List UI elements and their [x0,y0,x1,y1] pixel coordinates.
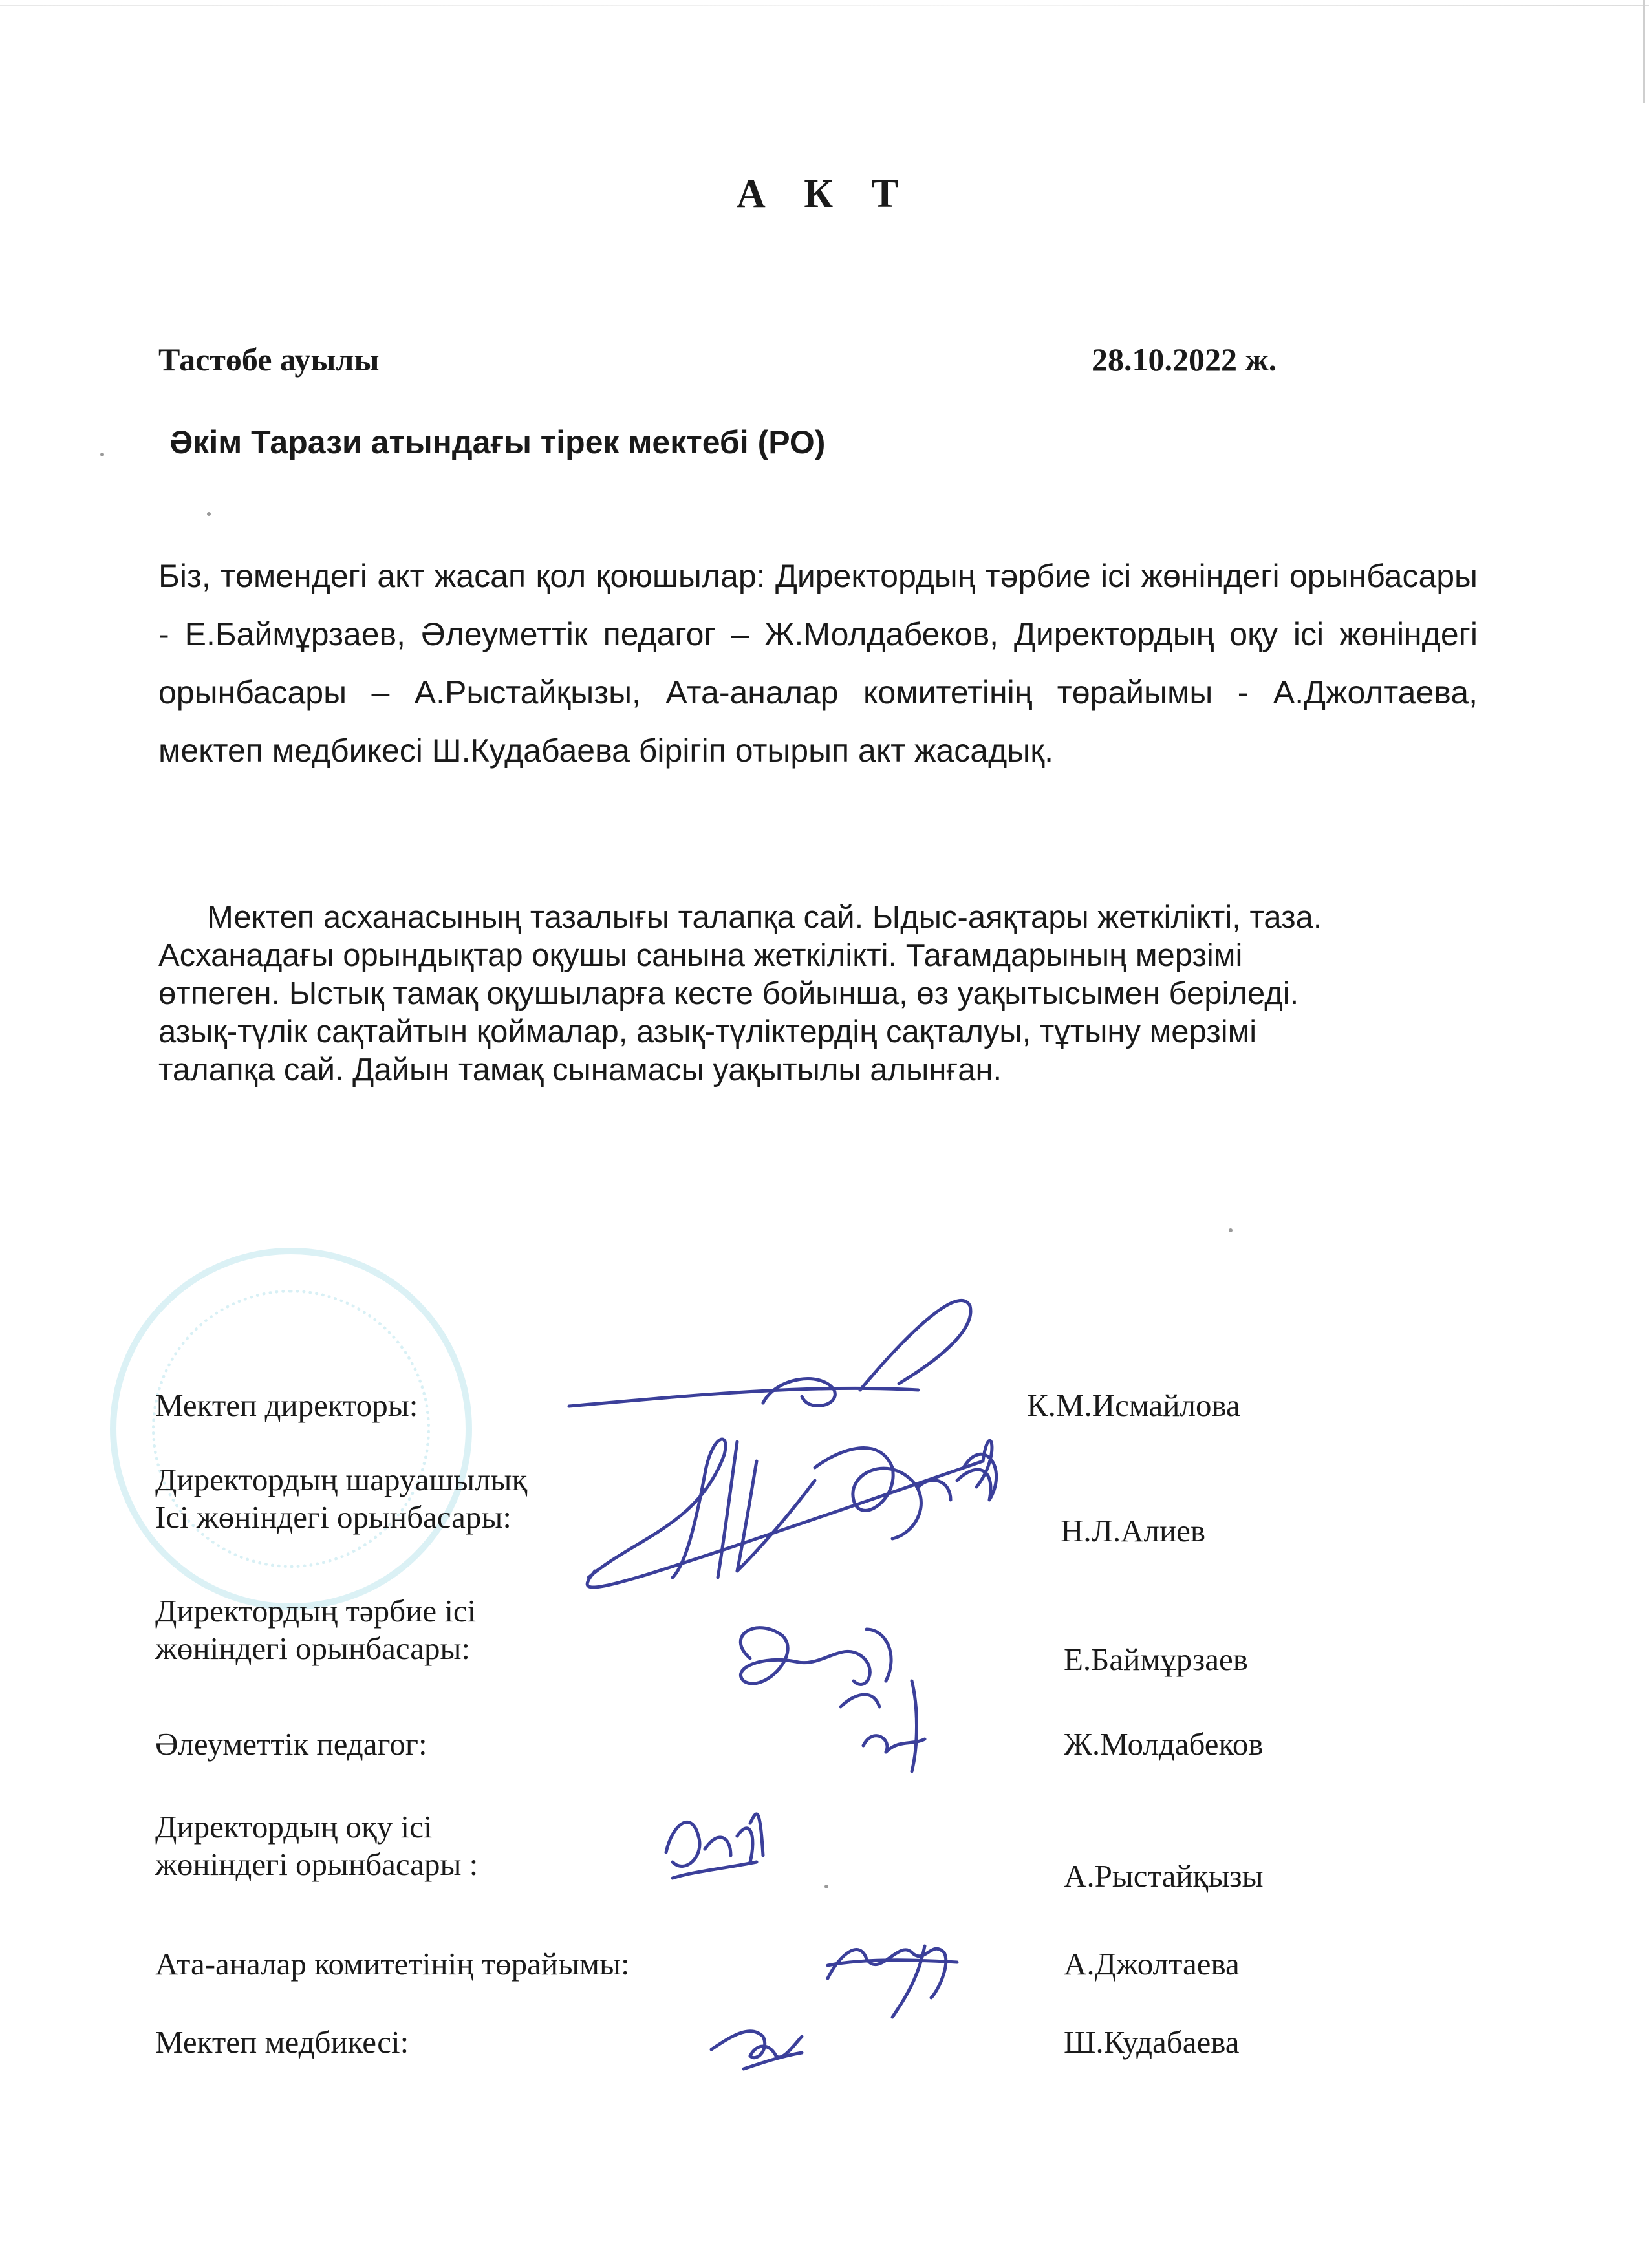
scan-speck [100,453,104,456]
signatory-role-school-nurse: Мектеп медбикесі: [155,2024,409,2060]
signatory-role-academic-deputy: Директордың оқу ісі жөніндегі орынбасары : [155,1809,479,1882]
scan-speck [207,512,211,516]
scan-edge-top [0,5,1649,6]
signatory-name-parent-committee-chair: А.Джолтаева [1064,1946,1240,1982]
body-line: өтпеген. Ыстық тамақ оқушыларға кесте бойынша, өз уақытысымен беріледі. [158,976,1299,1011]
signatory-role-upbringing-deputy: Директордың тәрбие ісі жөніндегі орынбасары: [155,1593,477,1666]
signatory-name-social-pedagogue: Ж.Молдабеков [1064,1726,1264,1762]
intro-paragraph: Біз, төмендегі акт жасап қол қоюшылар: Директордың тәрбие ісі жөніндегі орынбасары - Е.Баймұрзаев, Әлеуметтік педагог – Ж.Молдабеков, Директордың оқу ісі жөніндегі орынбасары – А.Рыстайқызы, Ата-аналар комитетінің төрайымы - А.Джолтаева, мектеп медбикесі Ш.Кудабаева бірігіп отырып акт жасадық. [158,558,1478,769]
document-date: 28.10.2022 ж. [1092,341,1277,378]
signature-upbringing-deputy [740,1628,925,1771]
scan-speck [824,1885,828,1888]
signature-school-nurse [711,2031,802,2069]
signatory-name-household-deputy: Н.Л.Алиев [1061,1513,1206,1548]
school-name: Әкім Тарази атындағы тірек мектебі (РО) [169,424,826,460]
body-line: талапқа сай. Дайын тамақ сынамасы уақытылы алынған. [158,1053,1002,1087]
scan-edge-right [1643,0,1645,103]
place-name: Тастөбе ауылы [158,341,380,378]
scan-speck [1229,1228,1233,1232]
body-line: азық-түлік сақтайтын қоймалар, азық-түліктердің сақталуы, тұтыну мерзімі [158,1014,1257,1049]
signature-academic-deputy [666,1814,763,1878]
signatory-role-social-pedagogue: Әлеуметтік педагог: [155,1726,427,1762]
signatory-name-director: К.М.Исмайлова [1027,1387,1240,1423]
signature-director [569,1300,971,1406]
faded-stamp [110,1248,472,1610]
signatory-name-academic-deputy: А.Рыстайқызы [1064,1858,1264,1894]
signature-parent-committee-chair [828,1946,957,2017]
signatory-name-upbringing-deputy: Е.Баймұрзаев [1064,1642,1248,1677]
signatory-name-school-nurse: Ш.Кудабаева [1064,2024,1240,2060]
inspection-paragraph [158,899,1491,1089]
signatory-role-household-deputy: Директордың шаруашылық Ісі жөніндегі орынбасары: [155,1462,528,1535]
body-line: Асханадағы орындықтар оқушы санына жеткілікті. Тағамдарының мерзімі [158,938,1243,973]
document-title: А К Т [736,172,913,216]
signature-household-deputy [587,1439,996,1587]
body-line: Мектеп асханасының тазалығы талапқа сай. Ыдыс-аяқтары жеткілікті, таза. [207,900,1322,935]
signatory-role-parent-committee-chair: Ата-аналар комитетінің төрайымы: [155,1946,630,1982]
signatory-role-director: Мектеп директоры: [155,1387,418,1423]
